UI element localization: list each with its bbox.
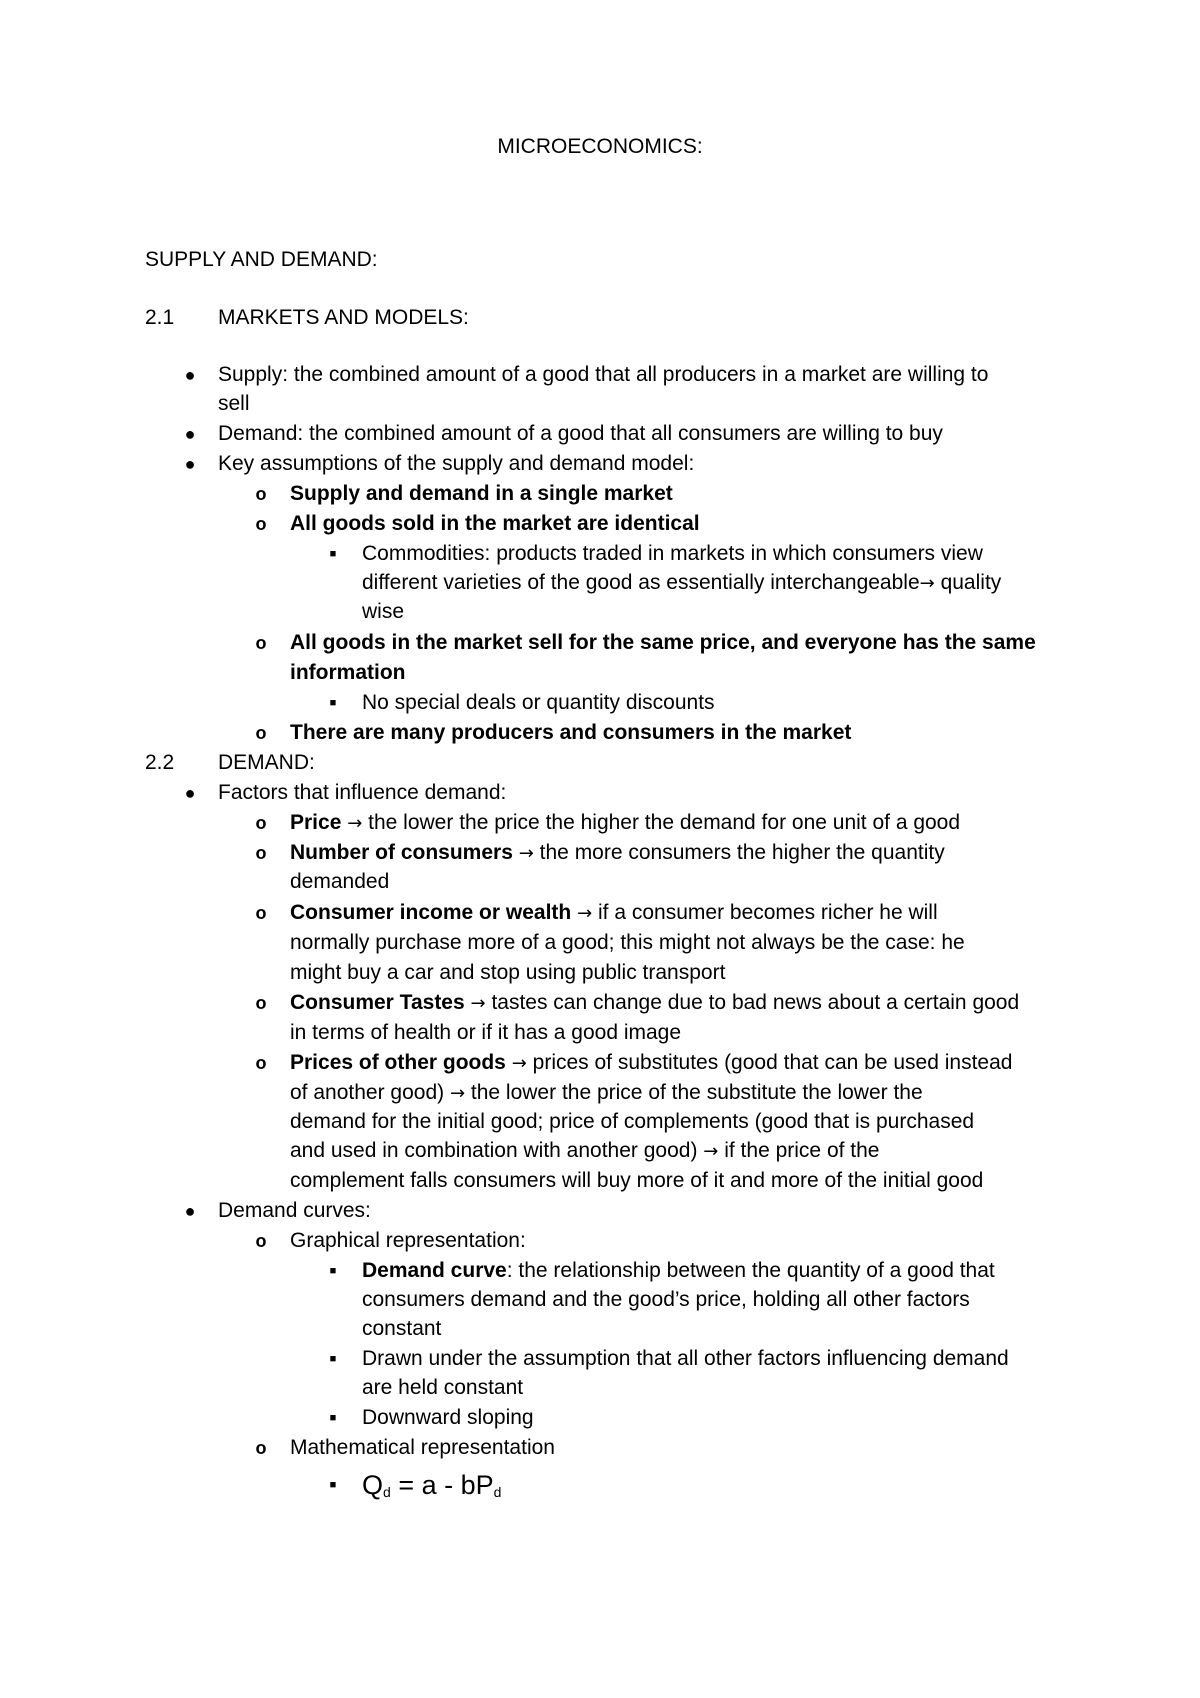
supply-definition-line-1: Supply: the combined amount of a good that all producers in a market are willing to: [218, 363, 989, 386]
document-title: MICROECONOMICS:: [497, 135, 703, 158]
circle-bullet: o: [255, 903, 267, 923]
circle-bullet: o: [255, 1053, 267, 1073]
factor-other-goods-line-5: complement falls consumers will buy more of it and more of the initial good: [290, 1169, 984, 1192]
square-bullet: ■: [329, 1353, 337, 1365]
circle-bullet: o: [255, 843, 267, 863]
arrow-icon: →: [470, 993, 486, 1014]
square-bullet: ■: [329, 1412, 337, 1424]
factor-tastes-line-2: in terms of health or if it has a good image: [290, 1021, 682, 1044]
circle-bullet: o: [255, 1438, 267, 1458]
supply-definition-line-2: sell: [218, 392, 250, 415]
factor-other-goods-line-4: and used in combination with another good) → if the price of the: [290, 1139, 880, 1162]
key-assumptions: Key assumptions of the supply and demand model:: [218, 452, 695, 475]
arrow-icon: →: [577, 903, 593, 924]
disc-bullet: ●: [184, 454, 196, 474]
arrow-icon: →: [703, 1141, 719, 1162]
section-2-1-number: 2.1: [145, 306, 175, 329]
disc-bullet: ●: [184, 365, 196, 385]
square-bullet: ■: [329, 697, 337, 709]
factor-tastes: Consumer Tastes → tastes can change due to bad news about a certain good: [290, 991, 1020, 1014]
graphical-representation: Graphical representation:: [290, 1229, 526, 1252]
disc-bullet: ●: [184, 424, 196, 444]
circle-bullet: o: [255, 813, 267, 833]
circle-bullet: o: [255, 514, 267, 534]
demand-definition: Demand: the combined amount of a good that all consumers are willing to buy: [218, 422, 943, 445]
square-bullet: ■: [329, 1479, 337, 1491]
assumption-1: Supply and demand in a single market: [290, 482, 673, 505]
arrow-icon: →: [511, 1053, 527, 1074]
disc-bullet: ●: [184, 783, 196, 803]
square-bullet: ■: [329, 1265, 337, 1277]
mathematical-representation: Mathematical representation: [290, 1436, 555, 1459]
drawn-assumption-line-1: Drawn under the assumption that all other factors influencing demand: [362, 1347, 1009, 1370]
arrow-icon: →: [347, 813, 363, 834]
demand-curves-heading: Demand curves:: [218, 1199, 371, 1222]
arrow-icon: →: [518, 843, 534, 864]
factor-other-goods-line-2: of another good) → the lower the price of the substitute the lower the: [290, 1081, 923, 1104]
demand-curve-definition-line-3: constant: [362, 1317, 442, 1340]
circle-bullet: o: [255, 484, 267, 504]
factor-number-of-consumers-line-2: demanded: [290, 870, 390, 893]
commodities-line-2: different varieties of the good as essentially interchangeable→ quality: [362, 571, 1002, 594]
factor-price: Price → the lower the price the higher the demand for one unit of a good: [290, 811, 961, 834]
disc-bullet: ●: [184, 1201, 196, 1221]
demand-curve-definition-line-2: consumers demand and the good’s price, holding all other factors: [362, 1288, 970, 1311]
circle-bullet: o: [255, 993, 267, 1013]
commodities-line-3: wise: [362, 600, 405, 623]
assumption-4: There are many producers and consumers in the market: [290, 721, 852, 744]
drawn-assumption-line-2: are held constant: [362, 1376, 524, 1399]
arrow-icon: →: [919, 573, 935, 594]
square-bullet: ■: [329, 548, 337, 560]
assumption-3-line-2: information: [290, 661, 406, 684]
downward-sloping: Downward sloping: [362, 1406, 534, 1429]
circle-bullet: o: [255, 723, 267, 743]
circle-bullet: o: [255, 1231, 267, 1251]
section-2-2-title: DEMAND:: [218, 751, 315, 774]
factor-income: Consumer income or wealth → if a consumer becomes richer he will: [290, 901, 938, 924]
factor-income-line-2: normally purchase more of a good; this might not always be the case: he: [290, 931, 965, 954]
circle-bullet: o: [255, 633, 267, 653]
demand-curve-definition: Demand curve: the relationship between the quantity of a good that: [362, 1259, 995, 1282]
section-2-1-title: MARKETS AND MODELS:: [218, 306, 469, 329]
arrow-icon: →: [449, 1083, 466, 1104]
factors-heading: Factors that influence demand:: [218, 781, 507, 804]
commodities-line-1: Commodities: products traded in markets in which consumers view: [362, 542, 983, 565]
demand-formula: $Q_d = a - bP_d$: [362, 1470, 502, 1500]
no-special-deals: No special deals or quantity discounts: [362, 691, 715, 714]
assumption-3-line-1: All goods in the market sell for the same price, and everyone has the same: [290, 631, 1036, 654]
factor-number-of-consumers: Number of consumers → the more consumers the higher the quantity: [290, 841, 945, 864]
assumption-2: All goods sold in the market are identical: [290, 512, 700, 535]
section-heading: SUPPLY AND DEMAND:: [145, 248, 378, 271]
factor-income-line-3: might buy a car and stop using public transport: [290, 961, 726, 984]
section-2-2-number: 2.2: [145, 751, 175, 774]
factor-other-goods: Prices of other goods → prices of substitutes (good that can be used instead: [290, 1051, 1013, 1074]
factor-other-goods-line-3: demand for the initial good; price of complements (good that is purchased: [290, 1110, 975, 1133]
